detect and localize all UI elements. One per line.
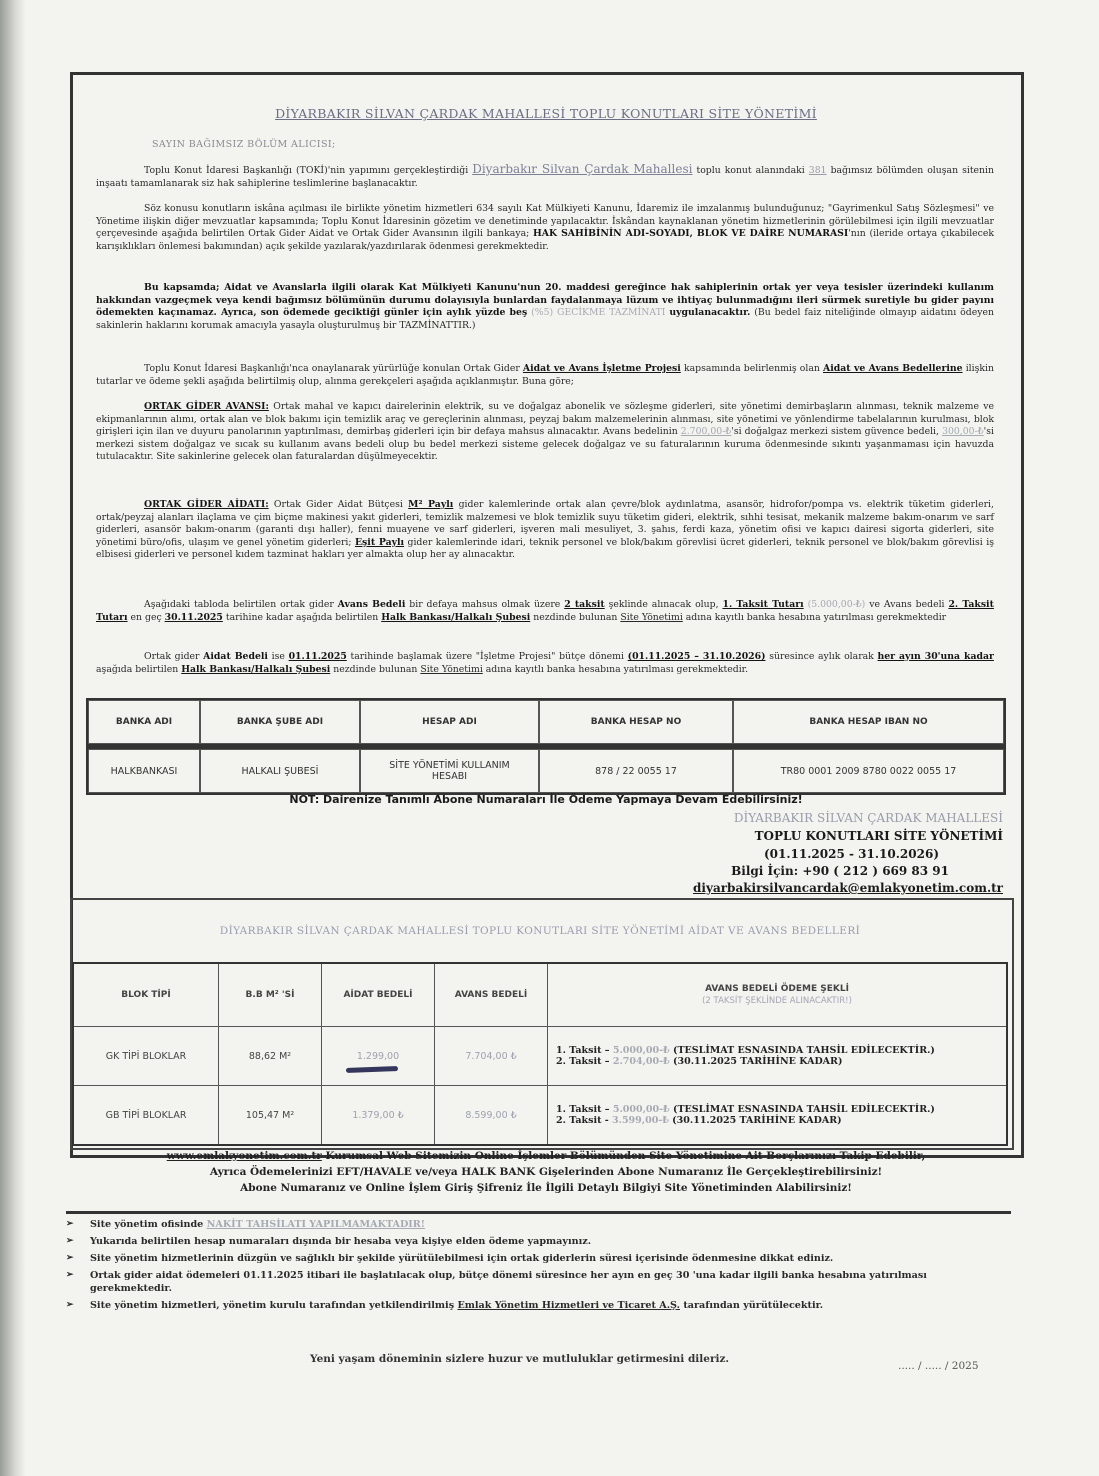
- advance-amount: 8.599,00 ₺: [435, 1086, 548, 1146]
- online-info-line2: Ayrıca Ödemelerinizi EFT/HAVALE ve/veya HALK BANK Gişelerinden Abone Numaranız İle Gerçekleştirebilirsiniz!: [209, 1166, 883, 1178]
- p3-late-fee: (%5) GECİKME TAZMİNATI: [531, 307, 666, 319]
- bank-header-cell: HESAP ADI: [360, 700, 539, 744]
- arrow-bullet-icon: ➢: [66, 1300, 74, 1310]
- bank-header-cell: BANKA ADI: [88, 700, 200, 744]
- signature-line2: TOPLU KONUTLARI SİTE YÖNETİMİ: [754, 829, 1003, 843]
- payment-plan: [548, 1027, 1008, 1086]
- bullet2-text: Yukarıda belirtilen hesap numaraları dışında bir hesaba veya kişiye elden ödeme yapmayınız.: [90, 1236, 592, 1247]
- installment1-note: (TESLİMAT ESNASINDA TAHSİL EDİLECEKTİR.): [669, 1045, 935, 1056]
- bullet5-text-a: Site yönetim hizmetleri, yönetim kurulu tarafından yetkilendirilmiş: [90, 1300, 455, 1311]
- fees-header-payment-label: AVANS BEDELİ ÖDEME ŞEKLİ: [705, 984, 849, 994]
- subscriber-note: NOT: Dairenize Tanımlı Abone Numaraları İle Ödeme Yapmaya Devam Edebilirsiniz!: [289, 793, 803, 806]
- p7-date: 30.11.2025: [164, 611, 223, 623]
- fees-row: [73, 1086, 1007, 1146]
- p2-bold: HAK SAHİBİNİN ADI-SOYADI, BLOK VE DAİRE NUMARASI: [533, 228, 849, 240]
- p1-text-c: bağımsız bölümden oluşan sitenin inşaatı tamamlanarak siz hak sahiplerine teslimlerine başlanacaktır.: [96, 165, 994, 189]
- paragraph-advance-payment: [96, 599, 994, 624]
- page-edge-shadow: [0, 0, 26, 1476]
- fees-header-payment: [548, 963, 1008, 1027]
- p5-text-a: Ortak mahal ve kapıcı dairelerinin elektrik, su ve doğalgaz abonelik ve sözleşme giderleri, site yönetimi demirbaşların alınması, teknik malzeme ve ekipmanlarının alımı, ortak alan ve blok bakımı için temizlik araç ve gereçlerinin alınması, peyzaj bakım malzemelerinin alınması, site yönetimi ve yönlendirme tabelalarının kurulması, blok girişleri için ilan ve duyuru panolarının yaptırılması, demirbaş giderleri için bir defaya mahsus alınacaktır. Avans bedelinin: [96, 401, 994, 438]
- bank-header-cell: BANKA HESAP NO: [539, 700, 733, 744]
- p4-text-c: ilişkin tutarlar ve ödeme şekli aşağıda belirtilmiş olup, alınma gerekçeleri aşağıda açıklanmıştır. Buna göre;: [96, 363, 994, 387]
- block-type: GK TİPİ BLOKLAR: [73, 1027, 219, 1086]
- document-title: DİYARBAKIR SİLVAN ÇARDAK MAHALLESİ TOPLU KONUTLARI SİTE YÖNETİMİ: [275, 106, 817, 121]
- fees-table-title: DİYARBAKIR SİLVAN ÇARDAK MAHALLESİ TOPLU KONUTLARI SİTE YÖNETİMİ AİDAT VE AVANS BEDELLERİ: [219, 925, 861, 937]
- p5-amount1: 2.700,00-₺: [680, 426, 732, 438]
- list-item: [64, 1252, 999, 1265]
- signature-phone: Bilgi İçin: +90 ( 212 ) 669 83 91: [731, 864, 949, 878]
- p8-text-e: aşağıda belirtilen: [96, 663, 179, 675]
- bullet3-text: Site yönetim hizmetlerinin düzgün ve sağlıklı bir şekilde yürütülebilmesi için ortak giderlerin süresi içerisinde ödenmesine dikkat ediniz.: [90, 1253, 834, 1264]
- p6-text-a: Ortak Gider Aidat Bütçesi: [273, 499, 403, 510]
- p8-deadline: her ayın 30'una kadar: [877, 651, 994, 662]
- p7-amount: (5.000,00-₺): [807, 599, 866, 610]
- fees-table: [72, 962, 1008, 1146]
- p7-text-g: nezdinde bulunan: [533, 611, 618, 623]
- p8-start-date: 01.11.2025: [288, 651, 347, 662]
- fees-header-cell: AVANS BEDELİ: [435, 963, 548, 1027]
- p4-text-b: kapsamında belirlenmiş olan: [683, 363, 820, 374]
- p4-project-name: Aidat ve Avans İşletme Projesi: [522, 363, 681, 374]
- p7-text-h: adına kayıtlı banka hesabına yatırılması gerekmektedir: [685, 611, 947, 623]
- date-field: ..... / ..... / 2025: [898, 1360, 979, 1372]
- installment1-amount: 5.000,00-₺: [612, 1104, 670, 1115]
- signature-line1: DİYARBAKIR SİLVAN ÇARDAK MAHALLESİ: [733, 811, 1003, 825]
- p7-text-e: en geç: [130, 611, 162, 623]
- bank-cell: 878 / 22 0055 17: [539, 749, 733, 793]
- p7-text-d: ve Avans bedeli: [869, 599, 945, 610]
- installment2-label: 2. Taksit –: [556, 1056, 613, 1067]
- p8-site-management: Site Yönetimi: [420, 663, 483, 675]
- installment2-label: 2. Taksit -: [556, 1115, 613, 1126]
- p5-amount2: 300,00-₺: [942, 426, 984, 438]
- p2-text-b: 'nın (ileride ortaya çıkabilecek karışıklıkları önlemesi bakımından) açık şekilde yazılarak/yazdırılarak ödenmesi gerekmektedir.: [96, 228, 995, 252]
- paragraph-dues: [96, 499, 994, 562]
- bullet1-warning: NAKİT TAHSİLATI YAPILMAMAKTADIR!: [206, 1219, 425, 1230]
- p8-text-f: nezdinde bulunan: [333, 663, 418, 675]
- bank-table-header-row: [88, 700, 1004, 744]
- p1-text-a: Toplu Konut İdaresi Başkanlığı (TOKİ)'nin yapımını gerçekleştirdiği: [144, 165, 469, 176]
- fees-row: [73, 1027, 1007, 1086]
- arrow-bullet-icon: ➢: [66, 1253, 74, 1263]
- list-item: [64, 1218, 999, 1231]
- paragraph-intro: [96, 163, 994, 190]
- p6-text-b: gider kalemlerinde ortak alan çevre/blok aydınlatma, asansör, hidrofor/pompa vs. elektrik tüketim giderleri, ortak/peyzaj alanları ilaçlama ve çim biçme makinesi yakıt giderleri, temizlik malzemesi ve blok temizlik suyu tüketim gideri, elektrik, sıhhi tesisat, mekanik malzeme bakım-onarım ve sarf giderleri, asansör bakım-onarım (garanti dışı haller), fenni muayene ve sarf giderleri, işveren mali mesuliyet, 3. şahıs, ferdi kaza, yönetim ofisi ve kapıcı dairesi sigorta giderleri, site yönetimi büro/ofis, ulaşım ve genel yönetim giderleri;: [96, 499, 994, 548]
- list-item: [64, 1269, 999, 1295]
- iban-cell: TR80 0001 2009 8780 0022 0055 17: [733, 749, 1004, 793]
- p7-text-c: şeklinde alınacak olup,: [608, 599, 719, 610]
- p7-bank-branch: Halk Bankası/Halkalı Şubesi: [381, 611, 531, 623]
- p8-text-c: tarihinde başlamak üzere "İşletme Projesi" bütçe dönemi: [350, 651, 624, 662]
- online-info-line3: Abone Numaranız ve Online İşlem Giriş Şifreniz İle İlgili Detaylı Bilgiyi Site Yönetiminden Alabilirsiniz!: [240, 1182, 852, 1194]
- fees-header-row: [73, 963, 1007, 1027]
- p7-first-installment: 1. Taksit Tutarı: [722, 599, 804, 610]
- list-item: [64, 1235, 999, 1248]
- salutation: SAYIN BAĞIMSIZ BÖLÜM ALICISI;: [152, 139, 336, 150]
- fees-header-cell: BLOK TİPİ: [73, 963, 219, 1027]
- paragraph-dues-payment: [96, 651, 994, 676]
- installment2-amount: 3.599,00-₺: [612, 1115, 669, 1126]
- p8-period: (01.11.2025 – 31.10.2026): [627, 651, 766, 662]
- p6-equal-share: Eşit Paylı: [354, 536, 405, 548]
- p2-text-a: Söz konusu konutların iskâna açılması ile birlikte yönetim hizmetleri 634 sayılı Kat Mülkiyeti Kanunu, İdaremiz ile imzalanmış bulunduğunuz; "Gayrimenkul Satış Sözleşmesi" ve Yönetime ilişkin diğer mevzuatlar kapsamında; Toplu Konut İdaresinin gözetim ve denetiminde yapılacaktır. İskândan kaynaklanan yönetim hizmetlerinin görülebilmesi için ilgili mevzuatlar çerçevesinde aşağıda belirtilen Ortak Gider Aidat ve Ortak Gider Avansının ilgili bankaya;: [96, 203, 994, 240]
- p7-text-b: bir defaya mahsus olmak üzere: [409, 599, 561, 610]
- block-type: GB TİPİ BLOKLAR: [73, 1086, 219, 1146]
- bullet1-text: Site yönetim ofisinde: [90, 1219, 204, 1230]
- p6-text-c: gider kalemlerinde idari, teknik personel ve blok/bakım görevlisi ücret giderleri, teknik personel ve blok/bakım görevlisi iş elbisesi giderleri ve personel kıdem tazminat hakları yer almakta olup her ay alınacaktır.: [96, 536, 994, 561]
- paragraph-project: [96, 363, 994, 388]
- signature-period: (01.11.2025 - 31.10.2026): [764, 847, 939, 861]
- p4-fees: Aidat ve Avans Bedellerine: [822, 363, 963, 374]
- bullet5-text-b: tarafından yürütülecektir.: [683, 1300, 824, 1311]
- p3-bold2: uygulanacaktır.: [669, 307, 751, 319]
- fees-header-cell: B.B M² 'Sİ: [219, 963, 322, 1027]
- installment2-note: (30.11.2025 TARİHİNE KADAR): [668, 1115, 842, 1126]
- bank-table-row: [88, 749, 1004, 793]
- paragraph-scope: [96, 282, 994, 332]
- block-area: 105,47 M²: [219, 1086, 322, 1146]
- arrow-bullet-icon: ➢: [66, 1236, 74, 1246]
- p1-units: 381: [808, 165, 827, 176]
- p3-text-b: (Bu bedel faiz niteliğinde olmayıp aidatını ödeyen sakinlerin haklarını korumak amacıyla yasayla oluşturulmuş bir TAZMİNATTIR.): [96, 307, 994, 331]
- p5-text-c: 'si merkezi sistem doğalgaz ve sıcak su kullanım avans bedeli olup bu bedel merkezi sisteme gelecek doğalgaz ve su faturalarının kuruma ödenmesinde sıkıntı yaşanmaması için havuzda tutulacaktır. Site sakinlerine gelecek olan faturalardan düşülmeyecektir.: [96, 426, 994, 463]
- block-area: 88,62 M²: [219, 1027, 322, 1086]
- installment1-label: 1. Taksit –: [556, 1045, 613, 1056]
- p7-site-management: Site Yönetimi: [620, 611, 683, 623]
- p5-text-b: 'si doğalgaz merkezi sistem güvence bedeli,: [731, 426, 939, 438]
- bullet4-text: Ortak gider aidat ödemeleri 01.11.2025 itibari ile başlatılacak olup, bütçe dönemi süresince her ayın en geç 30 'una kadar ilgili banka hesabına yatırılması gerekmektedir.: [90, 1270, 927, 1294]
- p7-second-installment: 2. Taksit Tutarı: [96, 599, 994, 623]
- arrow-bullet-icon: ➢: [66, 1219, 74, 1229]
- p8-text-a: Ortak gider: [144, 651, 200, 662]
- arrow-bullet-icon: ➢: [66, 1270, 74, 1280]
- p3-bold1: Bu kapsamda; Aidat ve Avanslarla ilgili olarak Kat Mülkiyeti Kanunu'nun 20. maddesi gereğince hak sahiplerinin ortak yer veya tesisler üzerindeki kullanım hakkından vazgeçmek veya kendi bağımsız bölümünün durumu dolayısıyla bunlardan faydalanmaya lüzum ve ihtiyaç bulunmadığını ileri sürmek suretiyle bu gider payını ödemekten kaçınamaz. Ayrıca, son ödemede geciktiği günler için aylık yüzde beş: [96, 282, 994, 319]
- signature-email[interactable]: diyarbakirsilvancardak@emlakyonetim.com.tr: [693, 881, 1003, 895]
- installment2-amount: 2.704,00-₺: [612, 1056, 670, 1067]
- installment1-label: 1. Taksit –: [556, 1104, 613, 1115]
- p1-text-b: toplu konut alanındaki: [696, 165, 805, 176]
- p4-text-a: Toplu Konut İdaresi Başkanlığı'nca onaylanarak yürürlüğe konulan Ortak Gider: [144, 363, 520, 374]
- p8-text-b: ise: [271, 651, 285, 662]
- p6-m2-share: M² Paylı: [408, 499, 454, 510]
- p7-installments: 2 taksit: [564, 599, 605, 610]
- fees-header-payment-sub: (2 TAKSİT ŞEKLİNDE ALINACAKTIR!): [702, 996, 852, 1006]
- p7-bold: Avans Bedeli: [337, 599, 406, 610]
- p7-text-f: tarihine kadar aşağıda belirtilen: [225, 611, 379, 623]
- p7-text-a: Aşağıdaki tabloda belirtilen ortak gider: [144, 599, 334, 610]
- installment1-amount: 5.000,00-₺: [612, 1045, 670, 1056]
- list-item: [64, 1299, 999, 1312]
- dues-amount: 1.299,00: [322, 1027, 435, 1086]
- bank-account-table: [86, 698, 1006, 795]
- paragraph-advance: [96, 401, 994, 464]
- website-link[interactable]: www.emlakyonetim.com.tr: [166, 1150, 322, 1162]
- installment2-note: (30.11.2025 TARİHİNE KADAR): [669, 1056, 843, 1067]
- installment1-note: (TESLİMAT ESNASINDA TAHSİL EDİLECEKTİR.): [669, 1104, 935, 1115]
- advance-label: ORTAK GİDER AVANSI:: [144, 401, 269, 412]
- closing-wish: Yeni yaşam döneminin sizlere huzur ve mutluluklar getirmesini dileriz.: [310, 1353, 730, 1365]
- payment-plan: [548, 1086, 1008, 1146]
- p8-text-g: adına kayıtlı banka hesabına yatırılması gerekmektedir.: [485, 663, 749, 675]
- p8-bold: Aidat Bedeli: [203, 651, 268, 662]
- bank-cell: HALKBANKASI: [88, 749, 200, 793]
- online-info-text: Kurumsal Web Sitemizin Online İşlemler Bölümünden Site Yönetimine Ait Borçlarınızı Takip Edebilir,: [325, 1150, 926, 1162]
- bank-cell: SİTE YÖNETİMİ KULLANIM HESABI: [360, 749, 539, 793]
- p8-text-d: süresince aylık olarak: [769, 651, 874, 662]
- bank-header-cell: BANKA HESAP IBAN NO: [733, 700, 1004, 744]
- paragraph-management: [96, 203, 994, 253]
- bank-header-cell: BANKA ŞUBE ADI: [200, 700, 360, 744]
- p1-location: Diyarbakır Silvan Çardak Mahallesi: [472, 162, 693, 176]
- p8-bank-branch: Halk Bankası/Halkalı Şubesi: [181, 663, 331, 675]
- online-info-line1: [72, 1150, 1020, 1162]
- dues-amount: 1.379,00 ₺: [322, 1086, 435, 1146]
- bullet5-company: Emlak Yönetim Hizmetleri ve Ticaret A.Ş.: [457, 1300, 680, 1311]
- notice-list: [64, 1214, 999, 1312]
- fees-header-cell: AİDAT BEDELİ: [322, 963, 435, 1027]
- dues-label: ORTAK GİDER AİDATI:: [144, 499, 269, 510]
- bank-cell: HALKALI ŞUBESİ: [200, 749, 360, 793]
- advance-amount: 7.704,00 ₺: [435, 1027, 548, 1086]
